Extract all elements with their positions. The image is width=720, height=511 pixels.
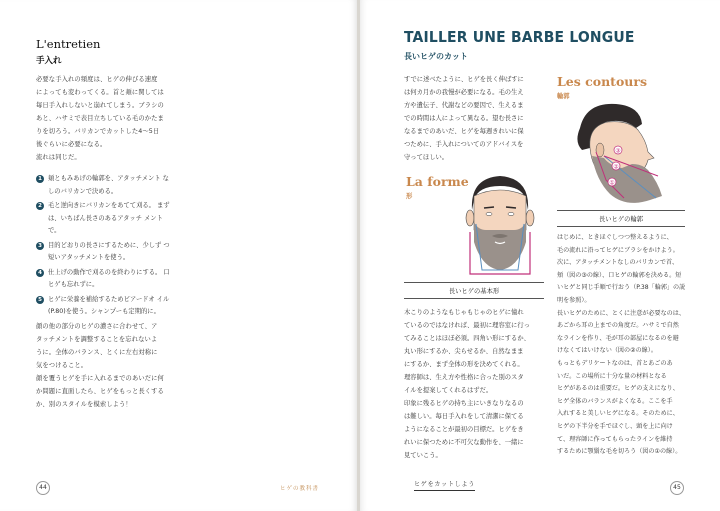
text-line: イルを提案してくれるはずだ。	[404, 387, 493, 394]
text-line: 見ていこう。	[404, 452, 442, 459]
marker-3-label: ③	[615, 147, 621, 155]
step-number-badge: 2	[36, 202, 44, 210]
text-line: て、理容師に作ってもらったラインを維持	[557, 435, 673, 443]
text-line: タッチメントを調整することを忘れないよ	[36, 336, 158, 343]
text-line: れいに保つために不可欠な動作を、一緒に	[404, 439, 524, 446]
text-line: つために、手入れについてのアドバイスを	[404, 141, 524, 148]
text-line: 丸い形にするか、尖らせるか、自然なまま	[404, 348, 524, 355]
face-shape	[474, 190, 526, 233]
text-line: うに。全体のバランス、とくに左右対称に	[36, 349, 158, 356]
page-number-left: 44	[36, 481, 50, 495]
text-line: は何カ月かの我慢が必要になる。毛の生え	[404, 89, 524, 96]
left-intro-paragraph	[36, 73, 164, 164]
profile-beard-illustration	[566, 98, 676, 210]
text-line: するために顎鬚な毛を切ろう（図の①の線）。	[557, 448, 682, 456]
page-subtitle: 長いヒゲのカット	[404, 52, 468, 61]
step-item	[36, 267, 171, 292]
step-list	[36, 173, 171, 319]
contours-heading: Les contours	[557, 74, 647, 89]
text-line: ヒゲがあるのは重要だ。ヒゲの支えになり、	[557, 385, 679, 393]
left-subheading: 手入れ	[36, 56, 62, 66]
page-number-right: 45	[670, 481, 684, 495]
text-line: 必要な手入れの頻度は、ヒゲの伸びる速度	[36, 76, 158, 83]
text-line: なるまでのあいだ、ヒゲを毎週きれいに保	[404, 128, 524, 135]
step-item	[36, 294, 171, 319]
forme-subheading: 形	[406, 193, 413, 200]
forme-heading: La forme	[406, 174, 469, 189]
marker-2-label: ②	[613, 163, 619, 171]
text-line: 方や遺伝子、代謝などの要因で、生えるま	[404, 102, 524, 109]
left-eye	[486, 212, 492, 215]
text-line: 守ってほしい。	[404, 154, 449, 161]
right-eye	[508, 212, 514, 215]
right-running-footer: ヒゲをカットしよう	[414, 479, 475, 491]
text-line: 毛の流れに沿ってヒゲにブラシをかけよう。	[557, 246, 679, 254]
text-line: 入れすると美しいヒゲになる。そのために、	[557, 410, 679, 418]
text-line: 頬（図の③の線）、口ヒゲの輪郭を決める。短	[557, 271, 682, 279]
left-running-footer: ヒゲの教科書	[280, 486, 320, 492]
text-line: りを切ろう。バリカンでカットした4～5日	[36, 128, 160, 135]
right-ear	[526, 210, 534, 226]
text-line: 長いヒゲのために、とくに注意が必要なのは、	[557, 309, 685, 317]
left-outro-paragraph	[36, 320, 171, 411]
text-line: てみることはほぼ必須。四角い形にするか、	[404, 335, 530, 342]
step-item	[36, 240, 171, 265]
left-page	[0, 0, 357, 511]
text-line: すでに述べたように、ヒゲを長く伸ばすに	[404, 76, 524, 83]
right-intro-paragraph	[404, 73, 544, 164]
text-line: での時間は人によって異なる。望む長さに	[404, 115, 524, 122]
text-line: 気をつけること。	[36, 362, 88, 369]
left-heading: L'entretien	[36, 37, 101, 51]
text-line: 顔を覆うヒゲを手に入れるまでのあいだに何	[36, 375, 164, 382]
text-line: 理容師は、生え方や性格に合った別のスタ	[404, 374, 524, 381]
step-number-badge: 3	[36, 242, 44, 250]
step-text: 頬ともみあげの輪郭を、アタッチメント なしのバリカンで決める。	[48, 175, 169, 195]
step-text: ヒゲに栄養を補給するためビアードオ イル(P.80)を使う。シャンプーも定期的に。	[48, 295, 170, 315]
text-line: 印象に残るヒゲの持ち主にいきなりなるの	[404, 400, 524, 407]
text-line: か問題に直面したら、ヒゲをもっと長くする	[36, 388, 164, 395]
text-line: もっともデリケートなのは、首とあごのあ	[557, 359, 673, 367]
text-line: か、別のスタイルを模索しよう！	[36, 401, 132, 408]
forme-paragraph	[404, 306, 546, 462]
text-line: いヒゲと同じ手順で行おう（P.38「輪郭」の説	[557, 284, 686, 292]
text-line: なラインを作り、毛が耳の部屋になるのを避	[557, 334, 679, 342]
text-line: 木こりのようなもじゃもじゃのヒゲに憧れ	[404, 309, 524, 316]
contours-caption: 長いヒゲの輪郭	[557, 210, 685, 227]
step-text: 毛と逆向きにバリカンをあてて刈る。 まずは、いちばん長さのあるアタッチ メントで。	[48, 202, 170, 234]
text-line: はじめに、ときほぐしつつ整えるように、	[557, 234, 673, 241]
text-line: ようになることが最初の目標だ。ヒゲをき	[404, 426, 524, 433]
step-text: 仕上げの動作で刈るのを終わりにする。 口ヒゲも忘れずに。	[48, 268, 170, 288]
text-line: 毎日手入れしないと崩れてしまう。ブラシの	[36, 102, 164, 109]
text-line: は難しい。毎日手入れをして清潔に保てる	[404, 413, 524, 420]
step-item	[36, 200, 171, 238]
text-line: 後ぐらいに必要になる。	[36, 141, 107, 148]
text-line: ヒゲ全体のバランスがよくなる。ここを手	[557, 397, 673, 405]
text-line: 顔の他の部分のヒゲの濃さに合わせて、ア	[36, 323, 158, 330]
step-number-badge: 4	[36, 269, 44, 277]
contours-subheading: 輪郭	[557, 93, 570, 100]
text-line: 明を参照）。	[557, 296, 591, 304]
step-number-badge: 1	[36, 175, 44, 183]
left-ear	[466, 210, 474, 226]
text-line: 次に、アタッチメントなしのバリカンで首、	[557, 259, 679, 267]
contours-paragraph	[557, 232, 689, 459]
text-line: けなくてはいけない（図の②の線）。	[557, 347, 657, 355]
front-beard-illustration	[452, 170, 548, 278]
page-title: TAILLER UNE BARBE LONGUE	[404, 28, 635, 46]
step-number-badge: 5	[36, 296, 44, 304]
step-text: 目的どおりの長さにするために、少しず つ短いアタッチメントを使う。	[48, 241, 170, 261]
text-line: あと、ハサミで表目立ちしている毛のかたま	[36, 115, 164, 122]
text-line: あごから耳の上までの角度だ。ハサミで自然	[557, 322, 679, 330]
forme-caption: 長いヒゲの基本形	[404, 282, 544, 299]
text-line: ヒゲの下半分を手でほぐし、頭を上に向け	[557, 422, 673, 430]
text-line: によっても変わってくる。首と頬に関しては	[36, 89, 164, 96]
text-line: にするか、まず全体の形を決めてくれる。	[404, 361, 524, 368]
text-line: 流れは同じだ。	[36, 154, 81, 161]
text-line: いだ。この場所に十分な量の材料となる	[557, 372, 667, 380]
text-line: ているのではなければ、最初に理容室に行っ	[404, 322, 530, 329]
marker-1-label: ①	[609, 179, 615, 187]
step-item	[36, 173, 171, 198]
